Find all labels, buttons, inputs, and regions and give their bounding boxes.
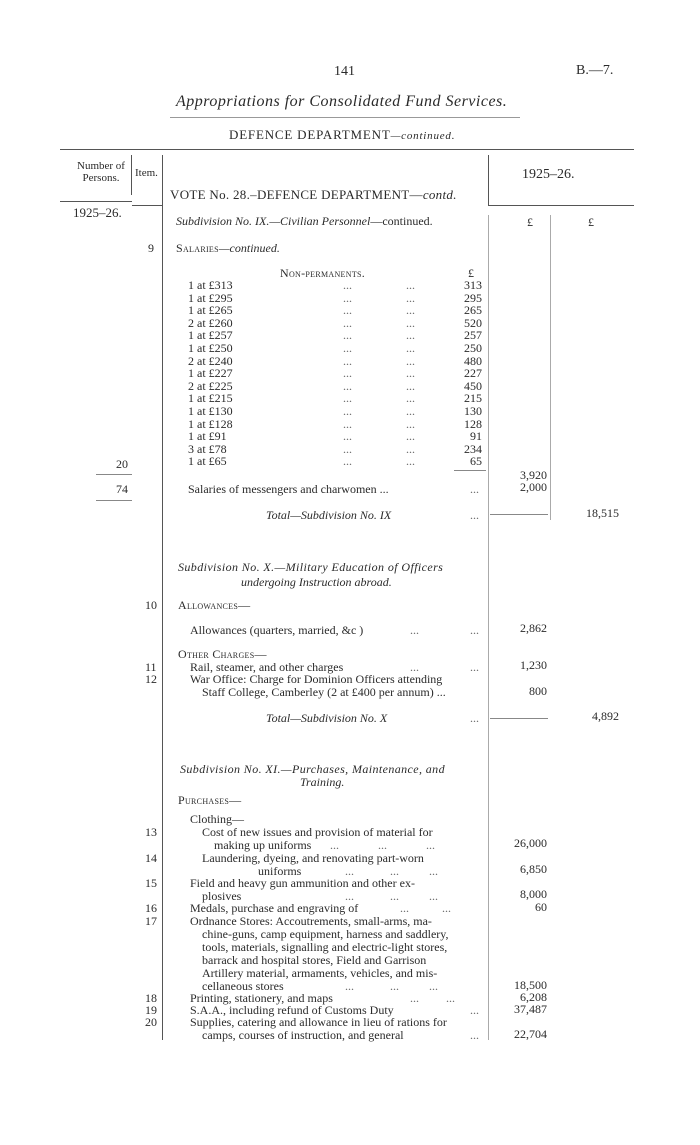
leader-dots: ... [470,660,479,674]
page-number: 141 [334,64,355,79]
amount-column-rule [488,215,489,1040]
persons-rule [96,500,132,501]
item-14-label-cont: uniforms [258,864,302,878]
item-20-label: Supplies, catering and allowance in lieu of rations for [190,1015,447,1029]
item-14-label: Laundering, dyeing, and renovating part-worn [202,851,424,865]
allowances-amount: 2,862 [520,621,547,635]
item-17-label-cont: tools, materials, signalling and electric-light stores, [202,940,448,954]
item-number: 20 [145,1015,157,1029]
leader-dots: ... [343,340,352,355]
salary-row-label: 2 at £240 [188,353,233,368]
non-permanents-list [188,279,488,468]
war-office-amount: 800 [529,684,547,698]
column-rule [131,155,132,195]
subdivision-x-total-label: Total—Subdivision No. X [266,711,388,725]
item-20-amount: 22,704 [514,1027,547,1041]
currency-symbol: £ [527,215,533,229]
other-charges-heading: Other Charges— [178,647,267,661]
year-column-header: 1925–26. [522,167,575,182]
subdivision-xi-heading: Subdivision No. XI.—Purchases, Maintenance, and [180,762,445,776]
leader-dots: ... [410,623,419,637]
leader-dots: ... [343,328,352,343]
salary-row-label: 1 at £265 [188,303,233,318]
document-reference: B.—7. [576,63,614,78]
leader-dots: ... [343,315,352,330]
item-18-amount: 6,208 [520,990,547,1004]
item-17-label-cont: Artillery material, armaments, vehicles, and mis- [202,966,438,980]
item-13-label-cont: making up uniforms [214,838,312,852]
subdivision-x-heading-cont: undergoing Instruction abroad. [241,575,392,589]
salary-row-amount: 520 [464,315,482,330]
item-15-amount: 8,000 [520,887,547,901]
messengers-amount: 2,000 [520,480,547,494]
item-number: 19 [145,1003,157,1017]
salary-row-label: 1 at £295 [188,290,233,305]
item-number: 9 [148,241,154,255]
salary-row [188,304,488,317]
vote-heading: VOTE No. 28.–DEFENCE DEPARTMENT—contd. [170,187,457,202]
subdivision-xi-heading-cont: Training. [300,775,345,789]
leader-dots: ... [343,353,352,368]
item-number: 11 [145,660,157,674]
salary-row-amount: 450 [464,378,482,393]
leader-dots: ... [343,441,352,456]
salary-row-amount: 215 [464,391,482,406]
title-rule [170,117,520,118]
clothing-heading: Clothing— [190,812,245,826]
leader-dots: ... [406,403,415,418]
salary-row-label: 1 at £130 [188,403,233,418]
leader-dots: ... [343,454,352,469]
item-18-label: Printing, stationery, and maps [190,991,333,1005]
salary-row [188,292,488,305]
leader-dots: ... [343,378,352,393]
leader-dots: ... [406,429,415,444]
persons-rule [96,474,132,475]
item-16-amount: 60 [535,900,547,914]
persons-column-header: Number of Persons. [77,160,125,184]
salary-row-amount: 91 [470,429,482,444]
item-number: 17 [145,914,157,928]
salary-row [188,317,488,330]
leader-dots: ... [406,340,415,355]
salary-row-amount: 480 [464,353,482,368]
allowances-row-label: Allowances (quarters, married, &c ) [190,623,364,637]
item-15-label: Field and heavy gun ammunition and other ex- [190,876,415,890]
total-rule [490,718,548,719]
allowances-heading: Allowances— [178,598,251,612]
leader-dots: ... [343,366,352,381]
salary-row-label: 2 at £260 [188,315,233,330]
item-16-label: Medals, purchase and engraving of [190,901,359,915]
pound-symbol: £ [468,266,474,280]
leader-dots: ... [406,416,415,431]
item-13-amount: 26,000 [514,836,547,850]
item-number: 13 [145,825,157,839]
item-17-label-cont: cellaneous stores [202,979,284,993]
leader-dots: ... [343,391,352,406]
salary-row-amount: 65 [470,454,482,469]
rail-amount: 1,230 [520,658,547,672]
salary-row-amount: 257 [464,328,482,343]
salary-row [188,443,488,456]
leader-dots: ... ... ... [345,979,438,993]
salary-row [188,405,488,418]
salary-row-label: 1 at £128 [188,416,233,431]
leader-dots: ... ... ... [330,838,435,852]
salary-row-amount: 250 [464,340,482,355]
subdivision-x-total: 4,892 [592,709,619,723]
leader-dots: ... [343,303,352,318]
salary-row-label: 1 at £91 [188,429,227,444]
salary-row-label: 1 at £250 [188,340,233,355]
table-top-rule [60,149,634,150]
subtotal-rule [454,470,486,471]
subtotal-amount: 3,920 [520,468,547,482]
purchases-heading: Purchases— [178,793,242,807]
item-number: 14 [145,851,157,865]
salaries-heading: Salaries—continued. [176,241,280,255]
column-rule [488,155,489,205]
salary-row [188,279,488,292]
item-17-label: Ordnance Stores: Accoutrements, small-arms, ma- [190,914,432,928]
leader-dots: ... ... [410,991,455,1005]
salary-row-label: 1 at £65 [188,454,227,469]
salary-row-amount: 265 [464,303,482,318]
leader-dots: ... [406,454,415,469]
item-19-label: S.A.A., including refund of Customs Duty [190,1003,394,1017]
leader-dots: ... [406,315,415,330]
currency-symbol: £ [588,215,594,229]
leader-dots: ... ... ... [345,864,438,878]
page-title: Appropriations for Consolidated Fund Services. [176,93,508,110]
leader-dots: ... [470,508,479,522]
salary-row-label: 3 at £78 [188,441,227,456]
salary-row-label: 1 at £257 [188,328,233,343]
total-rule [490,514,548,515]
subdivision-ix-heading: Subdivision No. IX.—Civilian Personnel—continued. [176,214,433,228]
subdivision-ix-total-label: Total—Subdivision No. IX [266,508,392,522]
salary-row-label: 1 at £215 [188,391,233,406]
leader-dots: ... [470,1003,479,1017]
leader-dots: ... [343,278,352,292]
item-column-header: Item. [135,167,158,179]
salary-row [188,329,488,342]
item-number: 10 [145,598,157,612]
leader-dots: ... ... ... [345,889,438,903]
leader-dots: ... [470,711,479,725]
item-17-label-cont: chine-guns, camp equipment, harness and saddlery, [202,927,449,941]
header-rule [488,205,634,206]
department-heading: DEFENCE DEPARTMENT—continued. [229,127,456,142]
leader-dots: ... [406,378,415,393]
leader-dots: ... [343,429,352,444]
subdivision-x-heading: Subdivision No. X.—Military Education of Officers [178,560,444,574]
leader-dots: ... [343,416,352,431]
war-office-row-label: War Office: Charge for Dominion Officers attending [190,672,443,686]
salary-row-label: 2 at £225 [188,378,233,393]
leader-dots: ... [406,303,415,318]
leader-dots: ... [406,290,415,305]
war-office-row-label-cont: Staff College, Camberley (2 at £400 per annum) ... [202,685,446,699]
salary-row [188,342,488,355]
leader-dots: ... [343,290,352,305]
leader-dots: ... [406,353,415,368]
column-rule [162,155,163,1040]
salary-row [188,418,488,431]
salary-row-label: 1 at £313 [188,278,233,292]
salary-row-amount: 295 [464,290,482,305]
item-number: 15 [145,876,157,890]
leader-dots: ... [470,482,479,496]
item-14-amount: 6,850 [520,862,547,876]
salary-row [188,455,488,468]
header-rule [132,205,162,206]
leader-dots: ... [343,403,352,418]
leader-dots: ... [410,660,419,674]
salary-row [188,355,488,368]
messengers-row-label: Salaries of messengers and charwomen ... [188,482,389,496]
header-rule [60,201,132,202]
subdivision-ix-total: 18,515 [586,506,619,520]
salary-row-label: 1 at £227 [188,366,233,381]
persons-count: 20 [116,457,128,471]
leader-dots: ... [406,441,415,456]
leader-dots: ... ... [400,901,451,915]
amount-column-rule [550,215,551,520]
persons-count: 74 [116,482,128,496]
leader-dots: ... [406,391,415,406]
leader-dots: ... [406,278,415,292]
leader-dots: ... [470,1028,479,1042]
item-number: 18 [145,991,157,1005]
item-19-amount: 37,487 [514,1002,547,1016]
salary-row [188,430,488,443]
item-number: 16 [145,901,157,915]
item-15-label-cont: plosives [202,889,242,903]
salary-row-amount: 234 [464,441,482,456]
item-17-label-cont: barrack and hospital stores, Field and Garrison [202,953,427,967]
salary-row [188,367,488,380]
item-13-label: Cost of new issues and provision of material for [202,825,433,839]
salary-row [188,380,488,393]
item-number: 12 [145,672,157,686]
salary-row [188,392,488,405]
salary-row-amount: 130 [464,403,482,418]
salary-row-amount: 227 [464,366,482,381]
item-20-label-cont: camps, courses of instruction, and general [202,1028,404,1042]
leader-dots: ... [470,623,479,637]
persons-year: 1925–26. [73,205,122,220]
non-permanents-heading: Non-permanents. [280,266,366,280]
salary-row-amount: 313 [464,278,482,292]
leader-dots: ... [406,328,415,343]
salary-row-amount: 128 [464,416,482,431]
item-17-amount: 18,500 [514,978,547,992]
rail-row-label: Rail, steamer, and other charges [190,660,344,674]
leader-dots: ... [406,366,415,381]
